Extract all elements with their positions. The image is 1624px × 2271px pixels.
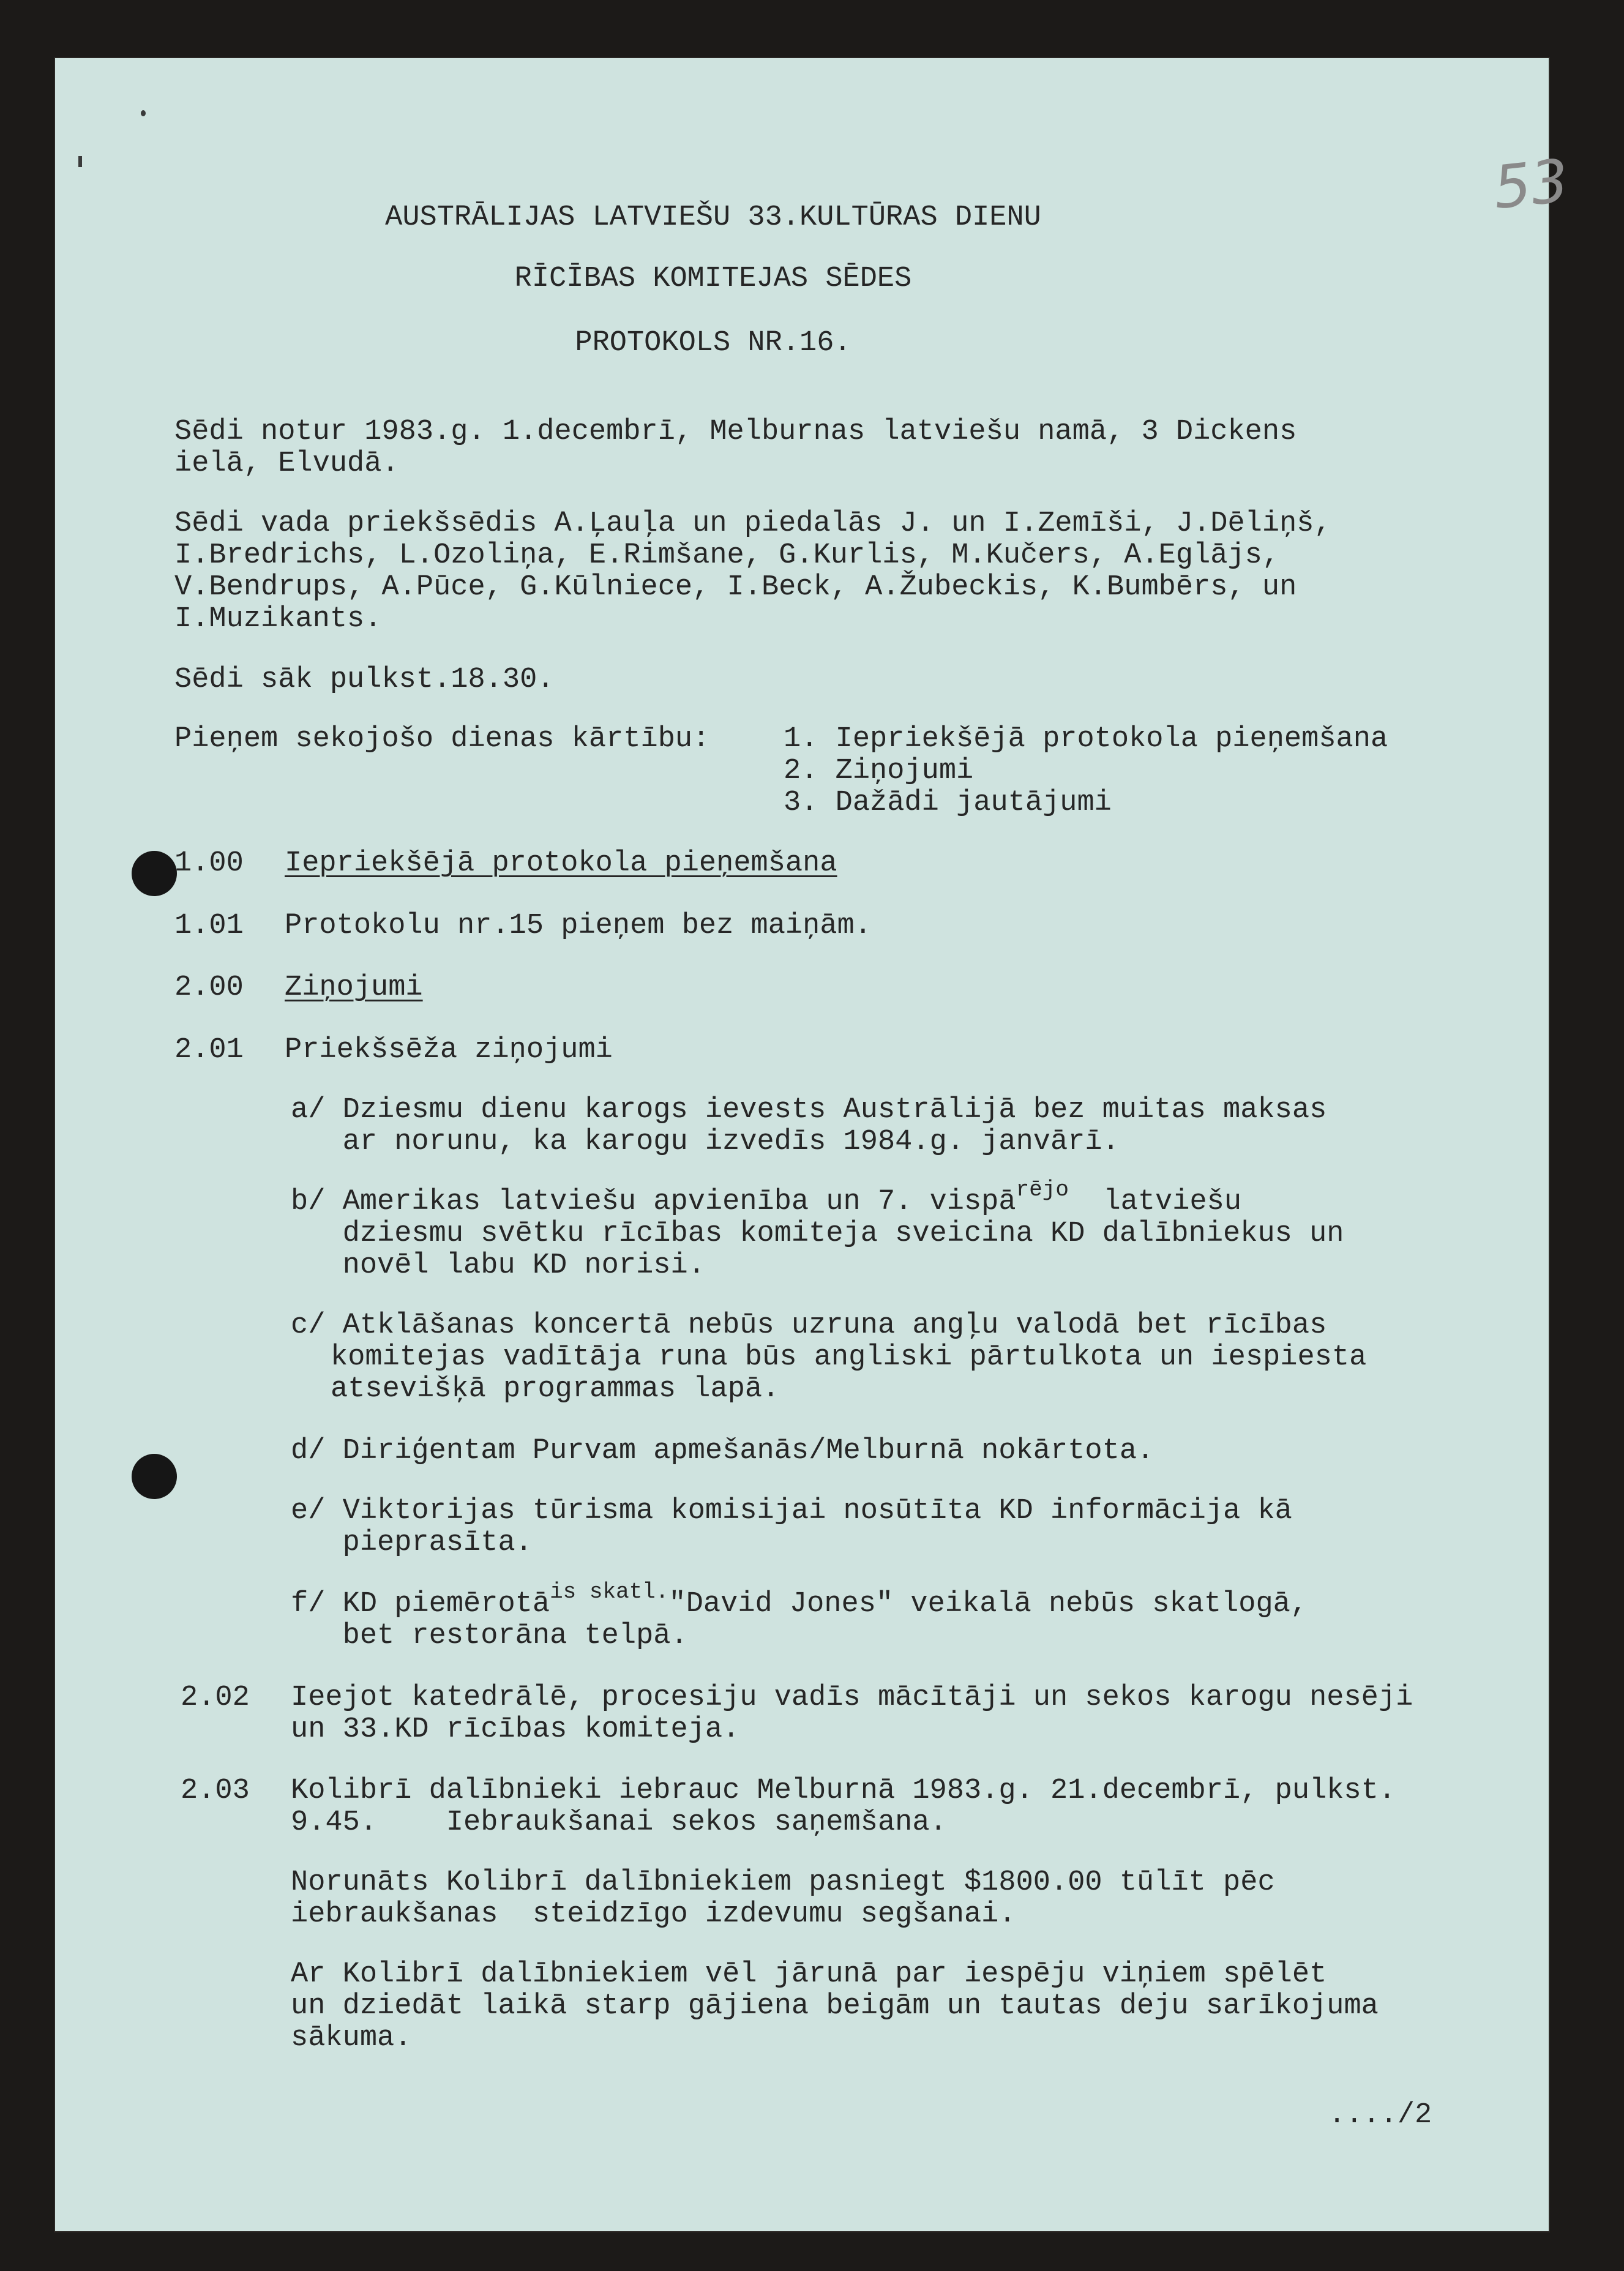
paragraph-line-1: Norunāts Kolibrī dalībniekiem pasniegt $1800.00 tūlīt pēc [291, 1866, 1275, 1899]
item-text-line-1: Kolibrī dalībnieki iebrauc Melburnā 1983.g. 21.decembrī, pulkst. [291, 1775, 1396, 1807]
punch-hole [132, 851, 177, 896]
title-line-3: PROTOKOLS NR.16. [575, 327, 851, 359]
paragraph-line-2: un dziedāt laikā starp gājiena beigām un tautas deju sarīkojuma [291, 1990, 1379, 2022]
report-a-line-2: ar norunu, ka karogu izvedīs 1984.g. janvārī. [291, 1126, 1120, 1158]
section-number: 1.00 [174, 847, 244, 880]
item-text: Protokolu nr.15 pieņem bez maiņām. [285, 910, 872, 942]
report-c-line-2: komitejas vadītāja runa būs angliski pārtulkota un iespiesta [331, 1341, 1367, 1374]
item-text-line-1: Ieejot katedrālē, procesiju vadīs mācītāji un sekos karogu nesēji [291, 1682, 1413, 1714]
report-b-line-2: dziesmu svētku rīcības komiteja sveicina KD dalībniekus un [291, 1218, 1344, 1250]
report-c-line-1: c/ Atklāšanas koncertā nebūs uzruna angļu valodā bet rīcības [291, 1309, 1327, 1342]
venue-line-2: ielā, Elvudā. [174, 447, 399, 480]
ink-speck [141, 110, 146, 116]
agenda-item-2: 2. Ziņojumi [784, 755, 974, 787]
report-e-line-2: pieprasīta. [291, 1527, 533, 1559]
section-heading: Iepriekšējā protokola pieņemšana [285, 847, 837, 880]
report-b-line-1: b/ Amerikas latviešu apvienība un 7. vispā$^{rējo}$ latviešu [291, 1177, 1242, 1218]
item-text-line-2: 9.45. Iebraukšanai sekos saņemšana. [291, 1806, 947, 1839]
title-line-2: RĪCĪBAS KOMITEJAS SĒDES [514, 263, 912, 295]
item-text: Priekšsēža ziņojumi [285, 1034, 613, 1066]
ink-speck [78, 156, 82, 167]
title-line-1: AUSTRĀLIJAS LATVIEŠU 33.KULTŪRAS DIENU [385, 201, 1041, 234]
paragraph-line-3: sākuma. [291, 2022, 412, 2054]
section-number: 2.00 [174, 971, 244, 1004]
report-c-line-3: atsevišķā programmas lapā. [331, 1373, 780, 1405]
section-heading: Ziņojumi [285, 971, 423, 1004]
continuation-marker: ..../2 [1328, 2099, 1432, 2131]
punch-hole [132, 1454, 177, 1499]
participants-line-1: Sēdi vada priekšsēdis A.Ļauļa un piedalās J. un I.Zemīši, J.Dēliņš, [174, 507, 1331, 540]
item-number: 2.03 [181, 1775, 250, 1807]
agenda-item-3: 3. Dažādi jautājumi [784, 787, 1112, 819]
participants-line-2: I.Bredrichs, L.Ozoliņa, E.Rimšane, G.Kurlis, M.Kučers, A.Eglājs, [174, 539, 1280, 572]
report-a-line-1: a/ Dziesmu dienu karogs ievests Austrālijā bez muitas maksas [291, 1094, 1327, 1126]
item-text-line-2: un 33.KD rīcības komiteja. [291, 1713, 740, 1746]
participants-line-4: I.Muzikants. [174, 603, 382, 635]
item-number: 1.01 [174, 910, 244, 942]
document-page [55, 58, 1572, 2231]
item-number: 2.02 [181, 1682, 250, 1714]
participants-line-3: V.Bendrups, A.Pūce, G.Kūlniece, I.Beck, A.Žubeckis, K.Bumbērs, un [174, 571, 1297, 604]
report-b-line-3: novēl labu KD norisi. [291, 1249, 705, 1282]
venue-line-1: Sēdi notur 1983.g. 1.decembrī, Melburnas latviešu namā, 3 Dickens [174, 416, 1297, 448]
report-e-line-1: e/ Viktorijas tūrisma komisijai nosūtīta KD informācija kā [291, 1495, 1292, 1527]
agenda-item-1: 1. Iepriekšējā protokola pieņemšana [784, 723, 1388, 755]
paragraph-line-2: iebraukšanas steidzīgo izdevumu segšanai. [291, 1898, 1016, 1931]
start-time: Sēdi sāk pulkst.18.30. [174, 664, 555, 696]
report-f-line-2: bet restorāna telpā. [291, 1620, 688, 1652]
handwritten-page-number: 53 [1490, 146, 1572, 223]
report-d: d/ Diriģentam Purvam apmešanās/Melburnā nokārtota. [291, 1435, 1154, 1467]
item-number: 2.01 [174, 1034, 244, 1066]
report-f-line-1: f/ KD piemērotā$^{is skatl.}$"David Jones" veikalā nebūs skatlogā, [291, 1579, 1308, 1620]
paragraph-line-1: Ar Kolibrī dalībniekiem vēl jārunā par iespēju viņiem spēlēt [291, 1958, 1327, 1991]
agenda-intro: Pieņem sekojošo dienas kārtību: [174, 723, 710, 755]
